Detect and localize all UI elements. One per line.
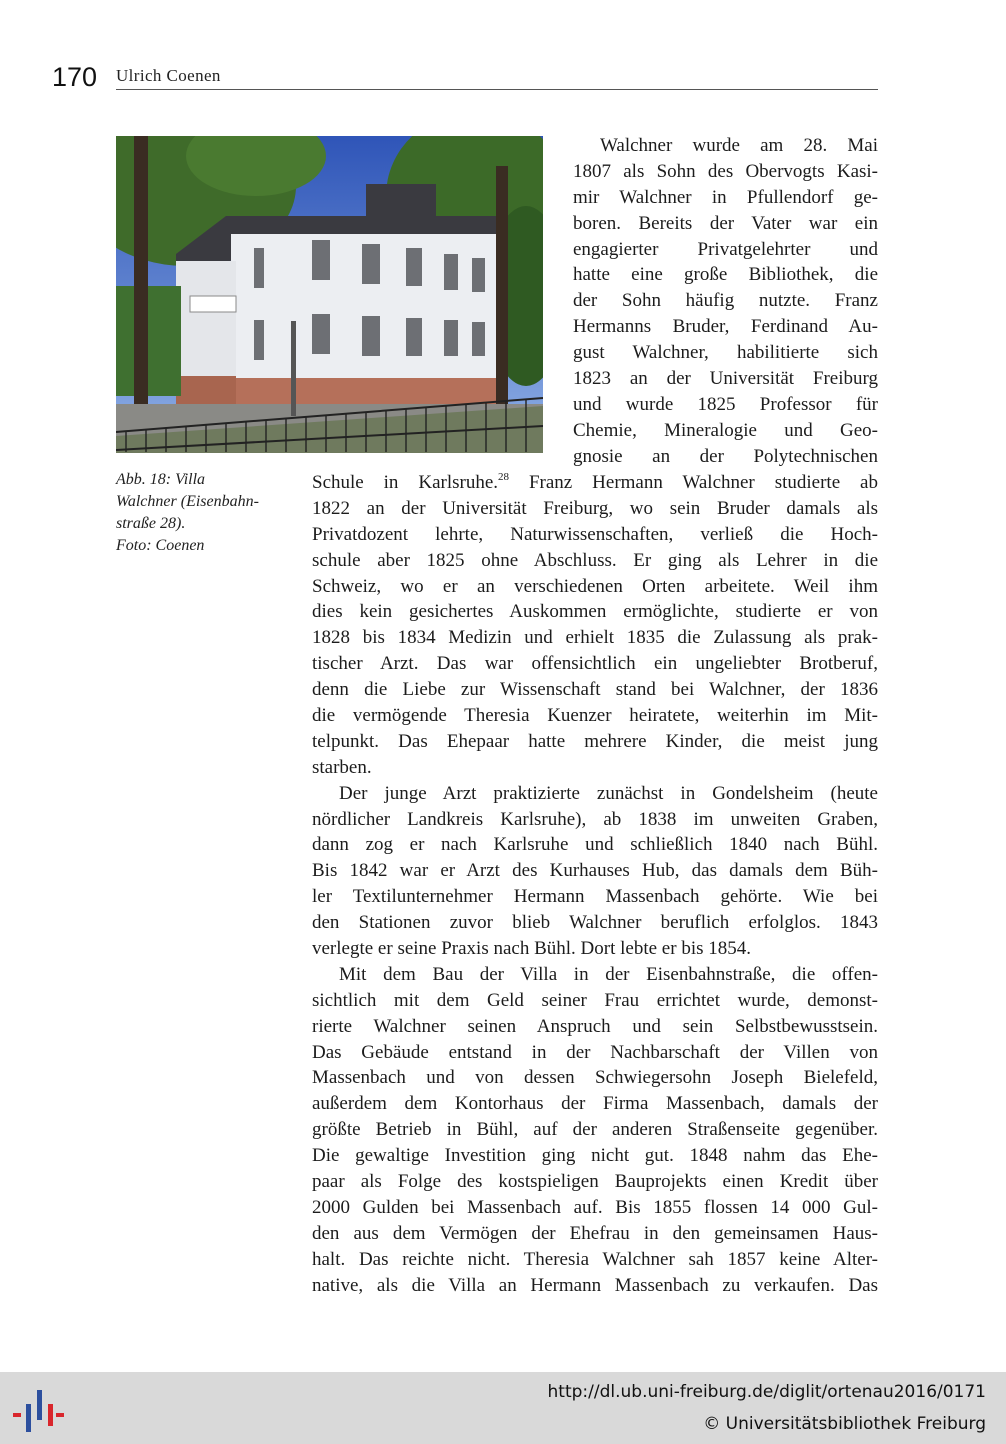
paragraph-first-line: Mit dem Bau der Villa in der Eisenbahnstraße, die offen- — [339, 963, 878, 985]
text-line: halt. Das reichte nicht. Theresia Walchner sah 1857 keine Alter- — [312, 1248, 878, 1270]
text-line: Walchner wurde am 28. Mai — [600, 135, 878, 156]
text-line: der Sohn häufig nutzte. Franz — [573, 290, 878, 312]
text-line: Schweiz, wo er an verschiedenen Orten arbeitete. Weil ihm — [312, 575, 878, 597]
text-line: nördlicher Landkreis Karlsruhe), ab 1838 im unweiten Graben, — [312, 808, 878, 830]
text-line: paar als Folge des kostspieligen Bauprojekts einen Kredit über — [312, 1171, 878, 1193]
body-text-full-width — [312, 470, 878, 1299]
header-rule — [116, 89, 878, 90]
paragraph-last-line: starben. — [312, 756, 372, 778]
text-line: dann zog er nach Karlsruhe und schließlich 1840 nach Bühl. — [312, 834, 878, 856]
text-line: rierte Walchner seinen Anspruch und sein Selbstbewusstsein. — [312, 1015, 878, 1037]
running-author: Ulrich Coenen — [116, 66, 221, 85]
caption-line: straße 28). — [116, 515, 186, 532]
text-line: dies kein gesichertes Auskommen ermöglichte, studierte er von — [312, 601, 878, 623]
text-line: gnosie an der Polytechnischen — [573, 445, 878, 467]
caption-line: Foto: Coenen — [116, 537, 205, 554]
footer-bar — [0, 1372, 1006, 1444]
text-line: Hermanns Bruder, Ferdinand Au- — [573, 316, 878, 338]
caption-line: Abb. 18: Villa — [116, 471, 206, 488]
text-line: sichtlich mit dem Geld seiner Frau errichtet wurde, demonst- — [312, 989, 878, 1011]
text-line: 1823 an der Universität Freiburg — [573, 368, 878, 390]
villa-photo — [116, 136, 543, 453]
text-fragment: Schule in Karlsruhe. — [312, 472, 499, 493]
paragraph-last-line: verlegte er seine Praxis nach Bühl. Dort lebte er bis 1854. — [312, 938, 751, 960]
text-line: 2000 Gulden bei Massenbach auf. Bis 1855 flossen 14 000 Gul- — [312, 1196, 878, 1218]
figure-caption — [116, 469, 296, 557]
text-line: Die gewaltige Investition ging nicht gut. 1848 nahm das Ehe- — [312, 1145, 878, 1167]
text-line: den Stationen zuvor blieb Walchner beruflich erfolglos. 1843 — [312, 912, 878, 934]
source-url-link[interactable]: http://dl.ub.uni-freiburg.de/diglit/ortenau2016/0171 — [547, 1382, 986, 1402]
text-line: denn die Liebe zur Wissenschaft stand bei Walchner, der 1836 — [312, 679, 878, 701]
running-header — [52, 62, 878, 92]
text-line: 1807 als Sohn des Obervogts Kasi- — [573, 160, 878, 182]
text-line: den aus dem Vermögen der Ehefrau in den gemeinsamen Haus- — [312, 1222, 878, 1244]
text-line: Das Gebäude entstand in der Nachbarschaft der Villen von — [312, 1041, 878, 1063]
text-line: 1828 bis 1834 Medizin und erhielt 1835 die Zulassung als prak- — [312, 627, 878, 649]
text-line: tischer Arzt. Das war offensichtlich ein ungeliebter Brotberuf, — [312, 653, 878, 675]
text-line: Bis 1842 war er Arzt des Kurhauses Hub, das damals dem Büh- — [312, 860, 878, 882]
body-text-beside-figure — [573, 133, 878, 470]
text-line: und wurde 1825 Professor für — [573, 393, 878, 415]
text-line: gust Walchner, habilitierte sich — [573, 342, 878, 364]
text-fragment: Franz Hermann Walchner studierte ab — [509, 472, 878, 493]
page-number: 170 — [52, 62, 98, 92]
text-line: Massenbach und von dessen Schwiegersohn Joseph Bielefeld, — [312, 1067, 878, 1089]
text-line: boren. Bereits der Vater war ein — [573, 212, 878, 234]
text-line: 1822 an der Universität Freiburg, wo sein Bruder damals als — [312, 497, 878, 519]
text-line: native, als die Villa an Hermann Massenbach zu verkaufen. Das — [312, 1274, 878, 1296]
text-line: Chemie, Mineralogie und Geo- — [573, 419, 878, 441]
text-line: engagierter Privatgelehrter und — [573, 238, 878, 260]
text-line: ler Textilunternehmer Hermann Massenbach gehörte. Wie bei — [312, 886, 878, 908]
text-line: telpunkt. Das Ehepaar hatte mehrere Kinder, die meist jung — [312, 730, 878, 752]
text-line: schule aber 1825 ohne Abschluss. Er ging als Lehrer in die — [312, 549, 878, 571]
text-line: die vermögende Theresia Kuenzer heiratete, weiterhin im Mit- — [312, 705, 878, 727]
text-line: außerdem dem Kontorhaus der Firma Massenbach, damals der — [312, 1093, 878, 1115]
paragraph-first-line: Der junge Arzt praktizierte zunächst in Gondelsheim (heute — [339, 782, 878, 804]
text-line: mir Walchner in Pfullendorf ge- — [573, 186, 878, 208]
text-line: Privatdozent lehrte, Naturwissenschaften, verließ die Hoch- — [312, 523, 878, 545]
caption-line: Walchner (Eisenbahn- — [116, 493, 259, 510]
copyright-notice: © Universitätsbibliothek Freiburg — [703, 1414, 986, 1434]
villa-photo-illustration — [116, 136, 543, 453]
text-line-with-footnote — [312, 470, 878, 496]
text-line: hatte eine große Bibliothek, die — [573, 264, 878, 286]
text-line: größte Betrieb in Bühl, auf der anderen Straßenseite gegenüber. — [312, 1119, 878, 1141]
footnote-reference[interactable]: 28 — [498, 470, 510, 483]
ub-freiburg-logo-icon — [12, 1386, 64, 1434]
